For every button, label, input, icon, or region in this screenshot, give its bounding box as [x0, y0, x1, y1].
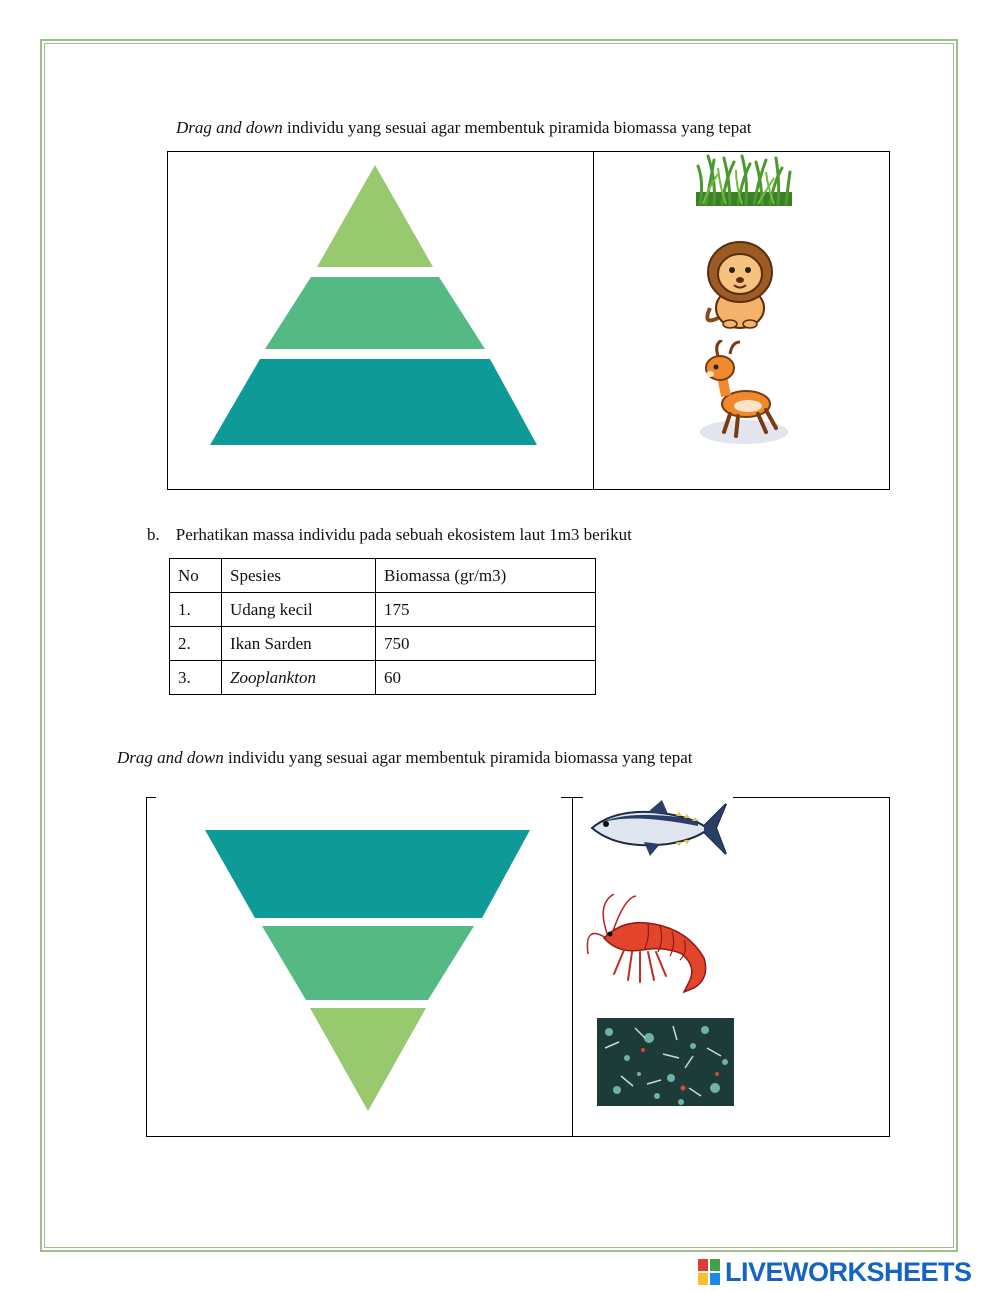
box-top-gap	[156, 794, 561, 800]
table-row	[170, 627, 596, 661]
plankton-image[interactable]	[597, 1018, 734, 1106]
row-species: Zooplankton	[222, 661, 376, 695]
liveworksheets-logo	[698, 1257, 972, 1287]
header-biomass: Biomassa (gr/m3)	[376, 559, 596, 593]
section-b-instruction: Drag and down individu yang sesuai agar membentuk piramida biomassa yang tepat	[117, 748, 693, 767]
table-header-row	[170, 559, 596, 593]
grass-image[interactable]	[696, 154, 792, 206]
biomass-pyramid-upright	[205, 160, 545, 455]
tuna-fish-image[interactable]	[588, 800, 728, 858]
table-row	[170, 661, 596, 695]
pyramid-a-top-level[interactable]	[317, 165, 433, 267]
pyramid-b-middle-level[interactable]	[262, 926, 474, 1000]
row-biomass: 60	[376, 661, 596, 695]
header-species: Spesies	[222, 559, 376, 593]
header-no: No	[170, 559, 222, 593]
shrimp-image[interactable]	[584, 894, 716, 994]
logo-text: LIVEWORKSHEETS	[725, 1256, 972, 1287]
table-row	[170, 593, 596, 627]
biomass-pyramid-inverted	[200, 826, 535, 1116]
row-no: 2.	[170, 627, 222, 661]
pyramid-b-divider	[572, 797, 573, 1137]
pyramid-a-bottom-level[interactable]	[210, 359, 537, 445]
lion-image[interactable]	[698, 238, 782, 330]
pyramid-a-divider	[593, 151, 594, 490]
row-species: Ikan Sarden	[222, 627, 376, 661]
section-a-instruction: Drag and down individu yang sesuai agar membentuk piramida biomassa yang tepat	[176, 118, 752, 137]
row-no: 3.	[170, 661, 222, 695]
row-biomass: 175	[376, 593, 596, 627]
pyramid-b-bottom-level[interactable]	[310, 1008, 426, 1111]
live-badge-icon	[698, 1259, 720, 1285]
row-species: Udang kecil	[222, 593, 376, 627]
row-biomass: 750	[376, 627, 596, 661]
pyramid-a-middle-level[interactable]	[265, 277, 485, 349]
deer-image[interactable]	[696, 340, 788, 446]
section-b-intro: b. Perhatikan massa individu pada sebuah ekosistem laut 1m3 berikut	[147, 525, 632, 544]
pyramid-b-top-level[interactable]	[205, 830, 530, 918]
biomass-table	[169, 558, 596, 695]
row-no: 1.	[170, 593, 222, 627]
